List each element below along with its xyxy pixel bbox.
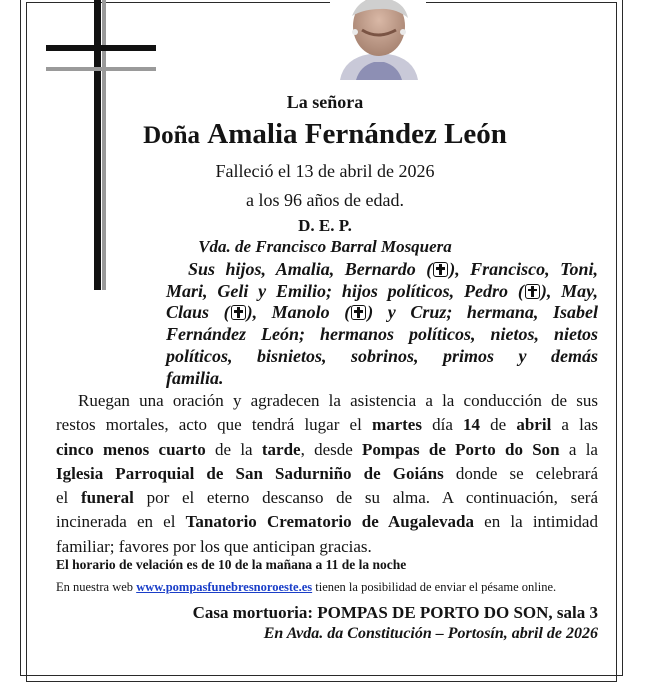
death-date: Falleció el 13 de abril de 2026	[215, 161, 435, 181]
family-line-6: familia.	[166, 367, 224, 388]
cross-symbol-icon	[231, 305, 246, 320]
age-line: a los 96 años de edad.	[246, 190, 404, 210]
website-link[interactable]: www.pompasfunebresnoroeste.es	[136, 580, 313, 594]
family-line-3: Claus ( ), Manolo ( ) y Cruz; hermana, Isabel	[166, 302, 598, 323]
place-date: En Avda. da Constitución – Portosín, abril de 2026	[263, 625, 598, 642]
widow-line: Vda. de Francisco Barral Mosquera	[198, 237, 452, 256]
family-line-5: políticos, bisnietos, sobrinos, primos y demás	[166, 345, 598, 366]
deceased-name: Amalia Fernández León	[207, 118, 507, 150]
deceased-name-line	[0, 118, 650, 151]
name-prefix: Doña	[143, 122, 201, 149]
deceased-photo	[330, 0, 426, 80]
cross-symbol-icon	[433, 262, 448, 277]
family-block	[166, 259, 598, 389]
web-condolence-line: En nuestra web www.pompasfunebresnoroeste.es tienen la posibilidad de enviar el pésame online.	[56, 580, 557, 594]
cross-symbol-icon	[525, 284, 540, 299]
dep-line: D. E. P.	[298, 216, 352, 235]
family-line-1: Sus hijos, Amalia, Bernardo ( ), Francisco, Toni,	[188, 259, 598, 279]
ceremony-paragraph: Ruegan una oración y agradecen la asistencia a la conducción de sus restos mortales, acto que tendrá lugar el martes día 14 de abril a las cinco menos cuarto de la tarde, desde Pompas de Porto do Son a la Iglesia Parroquial de San Sadurniño de Goiáns donde se celebrará el funeral por el eterno descanso de su alma. A continuación, será incinerada en el Tanatorio Crematorio de Augalevada en la intimidad familiar; favores por los que anticipan gracias.	[56, 391, 598, 556]
cross-symbol-icon	[351, 305, 366, 320]
family-line-2: Mari, Geli y Emilio; hijos políticos, Pedro ( ), May,	[166, 280, 598, 301]
family-line-4: Fernández León; hermanos políticos, nietos, nietos	[166, 324, 598, 345]
salutation: La señora	[286, 92, 364, 112]
viewing-hours: El horario de velación es de 10 de la mañana a 11 de la noche	[56, 557, 407, 572]
funeral-home-line: Casa mortuoria: POMPAS DE PORTO DO SON, sala 3	[192, 603, 598, 622]
